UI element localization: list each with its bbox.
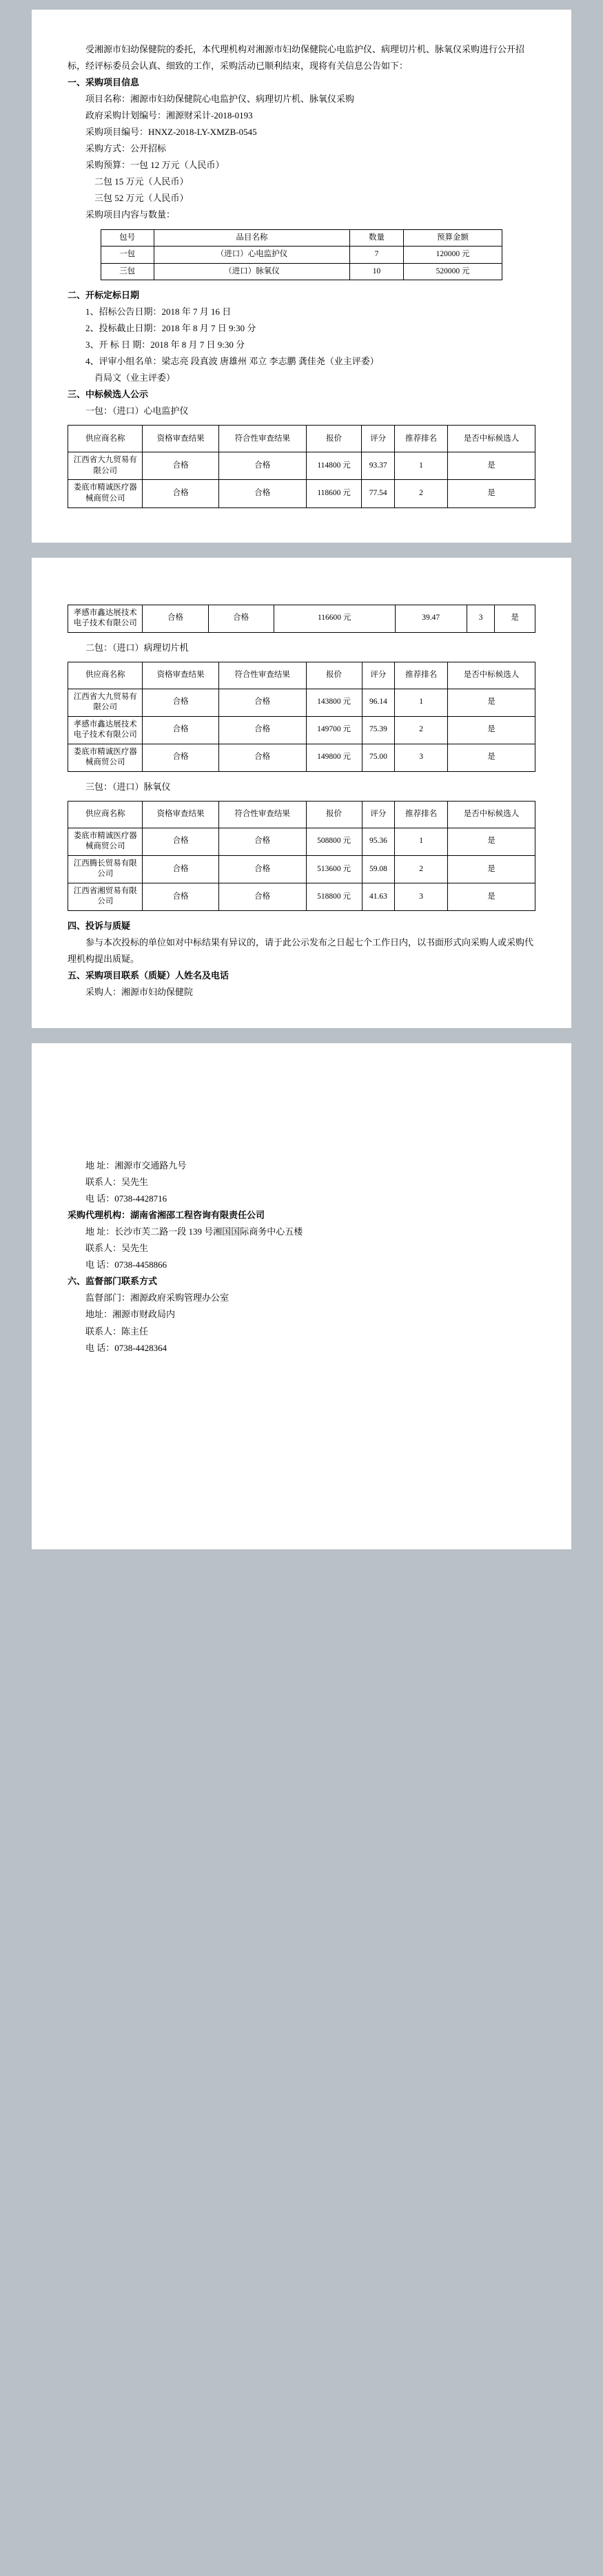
page-3-bottom-spacer (68, 1357, 535, 1439)
col-price: 报价 (306, 426, 361, 452)
cell-is-candidate: 是 (447, 480, 535, 507)
supervisor-phone: 电 话：0738-4428364 (85, 1342, 167, 1353)
table-row (68, 480, 535, 507)
cell-qualification: 合格 (143, 855, 218, 883)
cell-rank: 2 (395, 716, 448, 744)
col-qualification: 资格审查结果 (143, 662, 218, 689)
cell-qualification: 合格 (143, 883, 218, 910)
col-quantity: 数量 (350, 229, 403, 247)
section-5-title: 五、采购项目联系（质疑）人姓名及电话 (68, 970, 229, 981)
page-3-bottom-spacer-2 (68, 1439, 535, 1522)
cell-compliance: 合格 (218, 855, 306, 883)
cell-qualification: 合格 (143, 744, 218, 771)
col-score: 评分 (362, 662, 395, 689)
purchaser-name: 采购人：湘源市妇幼保健院 (85, 987, 194, 997)
cell-supplier: 江西省湘贸易有限公司 (68, 883, 143, 910)
cell-supplier: 娄底市精诚医疗器械商贸公司 (68, 480, 143, 507)
table-row (68, 452, 535, 480)
agency-contact: 联系人：吴先生 (85, 1243, 149, 1254)
cell-score: 93.37 (362, 452, 395, 480)
cell-package-no: 三包 (101, 263, 154, 280)
cell-qualification: 合格 (143, 828, 218, 855)
cell-score: 75.00 (362, 744, 395, 771)
cell-rank: 1 (395, 452, 448, 480)
cell-price: 513600 元 (306, 855, 362, 883)
cell-price: 149800 元 (306, 744, 362, 771)
agency-title: 采购代理机构：湖南省湘邵工程咨询有限责任公司 (68, 1210, 265, 1221)
cell-compliance: 合格 (218, 452, 306, 480)
table-row (68, 744, 535, 771)
table-row (68, 883, 535, 910)
package-1-candidates-table (68, 425, 535, 507)
col-item-name: 品目名称 (154, 229, 350, 247)
table-row (68, 689, 535, 716)
review-committee-2: 肖局文（业主评委） (94, 373, 176, 384)
page-gap-2 (0, 1028, 603, 1043)
section-6-title: 六、监督部门联系方式 (68, 1276, 158, 1287)
purchaser-phone: 电 话：0738-4428716 (85, 1193, 167, 1204)
cell-is-candidate: 是 (448, 716, 535, 744)
cell-rank: 1 (395, 689, 448, 716)
cell-compliance: 合格 (218, 883, 306, 910)
cell-compliance: 合格 (218, 480, 306, 507)
col-package-no: 包号 (101, 229, 154, 247)
budget-line-3: 三包 52 万元（人民币） (94, 193, 189, 204)
cell-score: 77.54 (362, 480, 395, 507)
project-name: 项目名称：湘源市妇幼保健院心电监护仪、病理切片机、脉氧仪采购 (85, 94, 355, 105)
package-3-candidates-table (68, 801, 535, 911)
table-row (101, 263, 502, 280)
cell-is-candidate: 是 (448, 744, 535, 771)
col-rank: 推荐排名 (395, 426, 448, 452)
supervisor-contact: 联系人：陈主任 (85, 1326, 149, 1337)
col-qualification: 资格审查结果 (143, 426, 218, 452)
agency-address: 地 址：长沙市芙二路一段 139 号湘国国际商务中心五楼 (85, 1226, 303, 1237)
purchaser-contact: 联系人：吴先生 (85, 1177, 149, 1188)
bid-open-date: 3、开 标 日 期：2018 年 8 月 7 日 9:30 分 (85, 339, 245, 350)
cell-qualification: 合格 (143, 605, 208, 632)
supervisor-address: 地址：湘源市财政局内 (85, 1309, 176, 1320)
purchase-plan-no: 政府采购计划编号：湘源财采计-2018-0193 (85, 110, 253, 121)
cell-compliance: 合格 (218, 828, 306, 855)
cell-compliance: 合格 (218, 689, 306, 716)
package-3-title: 三包：（进口）脉氧仪 (85, 781, 171, 792)
section-3-title: 三、中标候选人公示 (68, 389, 149, 400)
purchase-content-table (101, 229, 503, 281)
col-supplier: 供应商名称 (68, 662, 143, 689)
cell-rank: 3 (395, 744, 448, 771)
intro-paragraph: 受湘源市妇幼保健院的委托，本代理机构对湘源市妇幼保健院心电监护仪、病理切片机、脉氧仪采购进行公开招标，经评标委员会认真、细致的工作，采购活动已顺利结束，现将有关信息公告如下： (68, 44, 525, 72)
col-score: 评分 (362, 426, 395, 452)
col-supplier: 供应商名称 (68, 801, 143, 828)
cell-is-candidate: 是 (495, 605, 535, 632)
cell-package-no: 一包 (101, 247, 154, 264)
cell-rank: 3 (395, 883, 448, 910)
col-is-candidate: 是否中标候选人 (447, 426, 535, 452)
cell-price: 118600 元 (306, 480, 361, 507)
package-2-candidates-table (68, 662, 535, 772)
col-is-candidate: 是否中标候选人 (448, 662, 535, 689)
agency-phone: 电 话：0738-4458866 (85, 1259, 167, 1270)
cell-qualification: 合格 (143, 716, 218, 744)
table-row (68, 828, 535, 855)
cell-price: 518800 元 (306, 883, 362, 910)
cell-quantity: 10 (350, 263, 403, 280)
col-price: 报价 (306, 801, 362, 828)
package-2-title: 二包：（进口）病理切片机 (85, 642, 189, 653)
col-qualification: 资格审查结果 (143, 801, 218, 828)
table-header-row (68, 426, 535, 452)
cell-price: 143800 元 (306, 689, 362, 716)
section-4-title: 四、投诉与质疑 (68, 920, 131, 931)
cell-is-candidate: 是 (448, 855, 535, 883)
cell-score: 75.39 (362, 716, 395, 744)
purchase-method: 采购方式：公开招标 (85, 143, 167, 154)
cell-rank: 3 (467, 605, 494, 632)
cell-is-candidate: 是 (448, 689, 535, 716)
section-1-title: 一、采购项目信息 (68, 77, 140, 88)
table-row (68, 716, 535, 744)
cell-supplier: 娄底市精诚医疗器械商贸公司 (68, 828, 143, 855)
cell-score: 41.63 (362, 883, 395, 910)
document-page-2 (32, 558, 571, 1029)
cell-item-name: （进口）脉氧仪 (154, 263, 350, 280)
cell-price: 116600 元 (274, 605, 395, 632)
cell-supplier: 江西省大九贸易有限公司 (68, 452, 143, 480)
supervisor-dept: 监督部门：湘源政府采购管理办公室 (85, 1292, 229, 1303)
content-quantity-label: 采购项目内容与数量： (85, 209, 176, 220)
cell-score: 39.47 (395, 605, 467, 632)
table-header-row (68, 662, 535, 689)
cell-price: 114800 元 (306, 452, 361, 480)
cell-is-candidate: 是 (447, 452, 535, 480)
page-gap-3 (0, 1549, 603, 1564)
cell-score: 59.08 (362, 855, 395, 883)
page-3-top-spacer (68, 1075, 535, 1158)
table-header-row (68, 801, 535, 828)
cell-qualification: 合格 (143, 452, 218, 480)
col-compliance: 符合性审查结果 (218, 662, 306, 689)
budget-line-2: 二包 15 万元（人民币） (94, 176, 189, 187)
page-top-gap (0, 0, 603, 10)
section-2-title: 二、开标定标日期 (68, 290, 140, 301)
cell-is-candidate: 是 (448, 828, 535, 855)
cell-supplier: 孝感市鑫达展技术电子技术有限公司 (68, 605, 143, 632)
cell-rank: 2 (395, 855, 448, 883)
table-row (101, 247, 502, 264)
cell-compliance: 合格 (218, 716, 306, 744)
cell-compliance: 合格 (208, 605, 274, 632)
cell-qualification: 合格 (143, 689, 218, 716)
col-supplier: 供应商名称 (68, 426, 143, 452)
cell-rank: 1 (395, 828, 448, 855)
col-budget: 预算金额 (403, 229, 502, 247)
package-1-title: 一包：（进口）心电监护仪 (85, 406, 189, 417)
col-score: 评分 (362, 801, 395, 828)
cell-budget: 120000 元 (403, 247, 502, 264)
col-price: 报价 (306, 662, 362, 689)
cell-qualification: 合格 (143, 480, 218, 507)
bid-announce-date: 1、招标公告日期：2018 年 7 月 16 日 (85, 306, 232, 317)
col-rank: 推荐排名 (395, 801, 448, 828)
col-rank: 推荐排名 (395, 662, 448, 689)
cell-price: 508800 元 (306, 828, 362, 855)
col-compliance: 符合性审查结果 (218, 801, 306, 828)
package-1-candidates-table-continued (68, 605, 535, 633)
cell-budget: 520000 元 (403, 263, 502, 280)
col-compliance: 符合性审查结果 (218, 426, 306, 452)
table-row (68, 605, 535, 632)
cell-price: 149700 元 (306, 716, 362, 744)
cell-supplier: 孝感市鑫达展技术电子技术有限公司 (68, 716, 143, 744)
bid-deadline: 2、投标截止日期：2018 年 8 月 7 日 9:30 分 (85, 323, 256, 334)
section-4-text: 参与本次投标的单位如对中标结果有异议的，请于此公示发布之日起七个工作日内，以书面形式向采购人或采购代理机构提出质疑。 (68, 936, 534, 964)
cell-supplier: 娄底市精诚医疗器械商贸公司 (68, 744, 143, 771)
review-committee: 4、评审小组名单：梁志亮 段真波 唐雄州 邓立 李志鹏 龚佳尧（业主评委） (85, 356, 379, 367)
table-header-row (101, 229, 502, 247)
page-gap-1 (0, 543, 603, 558)
table-row (68, 855, 535, 883)
purchaser-address: 地 址：湘源市交通路九号 (85, 1160, 187, 1171)
col-is-candidate: 是否中标候选人 (448, 801, 535, 828)
cell-supplier: 江西省大九贸易有限公司 (68, 689, 143, 716)
budget-line-1: 采购预算：一包 12 万元（人民币） (85, 160, 225, 171)
cell-is-candidate: 是 (448, 883, 535, 910)
document-page-3 (32, 1043, 571, 1549)
project-no: 采购项目编号：HNXZ-2018-LY-XMZB-0545 (85, 127, 257, 138)
cell-rank: 2 (395, 480, 448, 507)
cell-supplier: 江西腾长贸易有限公司 (68, 855, 143, 883)
document-page-1 (32, 10, 571, 543)
cell-score: 95.36 (362, 828, 395, 855)
cell-item-name: （进口）心电监护仪 (154, 247, 350, 264)
cell-score: 96.14 (362, 689, 395, 716)
cell-compliance: 合格 (218, 744, 306, 771)
cell-quantity: 7 (350, 247, 403, 264)
